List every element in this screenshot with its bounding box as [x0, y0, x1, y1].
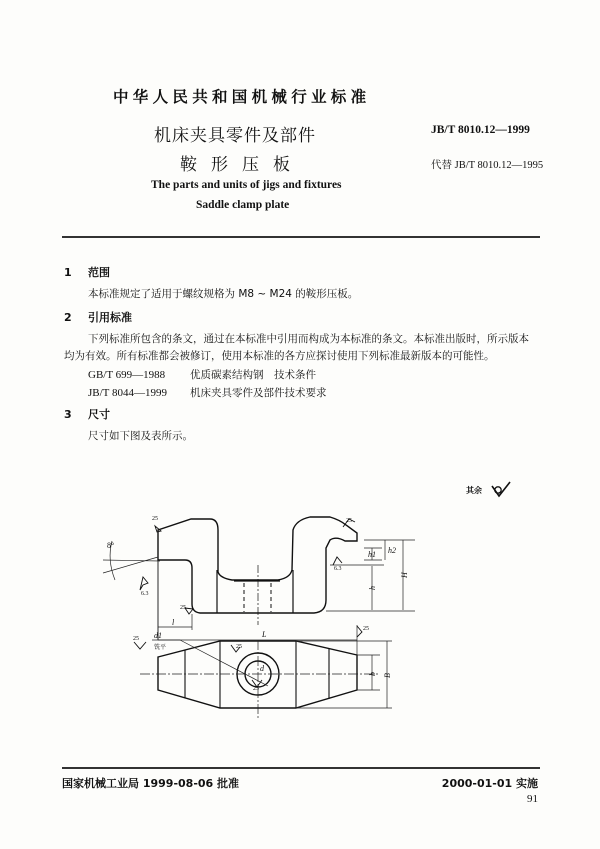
document-title-en: The parts and units of jigs and fixtures — [151, 179, 342, 191]
svg-text:25: 25 — [253, 686, 259, 692]
svg-text:b: b — [368, 672, 377, 676]
top-view-roughness-marks — [134, 626, 362, 687]
svg-text:6.3: 6.3 — [334, 566, 342, 572]
top-view-roughness-labels — [133, 626, 369, 692]
svg-text:L: L — [262, 630, 267, 639]
svg-text:25: 25 — [236, 644, 242, 650]
references-paragraph-line2: 均为有效。所有标准都会被修订，使用本标准的各方应探讨使用下列标准最新版本的可能性。 — [64, 350, 495, 362]
reference-item: GB/T 699—1988 优质碳素结构钢 技术条件 — [88, 369, 316, 381]
roughness-labels — [141, 516, 352, 611]
roughness-symbol-icon — [490, 480, 512, 500]
svg-text:d: d — [260, 664, 264, 673]
top-view — [158, 641, 357, 708]
svg-text:l: l — [172, 618, 175, 627]
svg-text:h2: h2 — [388, 546, 396, 555]
svg-text:H: H — [400, 572, 409, 578]
replaces-standard: 代替 JB/T 8010.12—1995 — [431, 160, 544, 171]
svg-text:25: 25 — [152, 516, 158, 522]
issuing-body-title: 中华人民共和国机械行业标准 — [113, 88, 371, 106]
implementation-date: 2000-01-01 实施 — [441, 777, 538, 790]
svg-text:8°: 8° — [107, 541, 115, 550]
document-title-cn: 机床夹具零件及部件 — [154, 126, 316, 146]
svg-text:25: 25 — [180, 605, 186, 611]
surface-rest-label: 其余 — [466, 486, 482, 495]
svg-text:h1: h1 — [368, 550, 376, 559]
section-heading-scope: 1 范围 — [64, 266, 110, 279]
svg-text:6.3: 6.3 — [141, 591, 149, 597]
reference-item: JB/T 8044—1999 机床夹具零件及部件技术要求 — [88, 387, 327, 399]
svg-text:d1: d1 — [154, 631, 162, 640]
page-number: 91 — [527, 793, 538, 805]
svg-text:h: h — [368, 586, 377, 590]
saddle-clamp-plate-drawing — [100, 490, 430, 730]
section-heading-references: 2 引用标准 — [64, 311, 132, 324]
dimensions-paragraph: 尺寸如下图及表所示。 — [88, 430, 193, 442]
scope-paragraph: 本标准规定了适用于螺纹规格为 M8 ~ M24 的鞍形压板。 — [88, 288, 359, 300]
svg-text:25: 25 — [346, 518, 352, 524]
roughness-marks — [140, 519, 355, 614]
front-view — [158, 517, 357, 640]
svg-text:25: 25 — [133, 636, 139, 642]
section-heading-dimensions: 3 尺寸 — [64, 408, 110, 421]
references-paragraph-line1: 下列标准所包含的条文，通过在本标准中引用而构成为本标准的条文。本标准出版时，所示版本 — [88, 333, 529, 345]
svg-text:B: B — [383, 673, 392, 678]
svg-text:25: 25 — [363, 626, 369, 632]
standard-number: JB/T 8010.12—1999 — [431, 124, 530, 136]
approval-info: 国家机械工业局 1999-08-06 批准 — [62, 777, 240, 790]
document-subtitle-cn: 鞍形压板 — [180, 155, 304, 175]
header-divider — [62, 236, 540, 238]
svg-text:铣平: 铣平 — [154, 645, 167, 651]
document-subtitle-en: Saddle clamp plate — [196, 199, 290, 211]
footer-divider — [62, 767, 540, 769]
